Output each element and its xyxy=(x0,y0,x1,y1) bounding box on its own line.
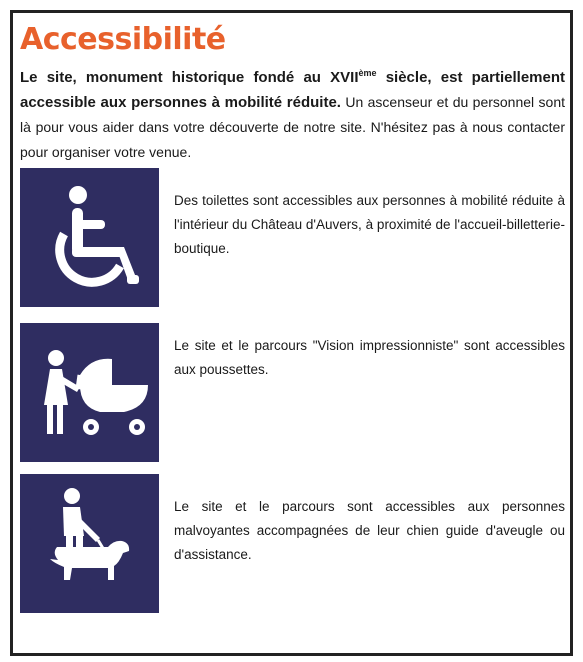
stroller-block xyxy=(20,323,565,463)
guide-dog-text: Le site et le parcours sont accessibles aux personnes malvoyantes accompagnées de leur chien guide d'aveugle ou d'assistance. xyxy=(174,499,565,562)
page-title: Accessibilité xyxy=(20,22,226,57)
stroller-icon xyxy=(20,323,159,462)
guide-dog-icon xyxy=(20,474,159,613)
intro-superscript: ème xyxy=(358,68,377,78)
guide-dog-block xyxy=(20,474,565,614)
intro-paragraph xyxy=(20,65,565,165)
stroller-text: Le site et le parcours "Vision impressionniste" sont accessibles aux poussettes. xyxy=(174,338,565,377)
intro-bold-prefix: Le site, monument historique fondé au XVII xyxy=(20,69,359,86)
intro-bold-suffix: siècle, est partiellement accessible aux personnes à mobilité réduite. xyxy=(20,69,565,111)
intro-normal: Un ascenseur et du personnel sont là pour vous aider dans votre découverte de notre site. N'hésitez pas à nous contacter pour organiser votre venue. xyxy=(20,94,565,160)
accessibility-frame xyxy=(10,10,573,656)
wheelchair-block xyxy=(20,168,565,308)
wheelchair-text: Des toilettes sont accessibles aux personnes à mobilité réduite à l'intérieur du Château d'Auvers, à proximité de l'accueil-billetterie-boutique. xyxy=(174,193,565,256)
wheelchair-icon xyxy=(20,168,159,307)
